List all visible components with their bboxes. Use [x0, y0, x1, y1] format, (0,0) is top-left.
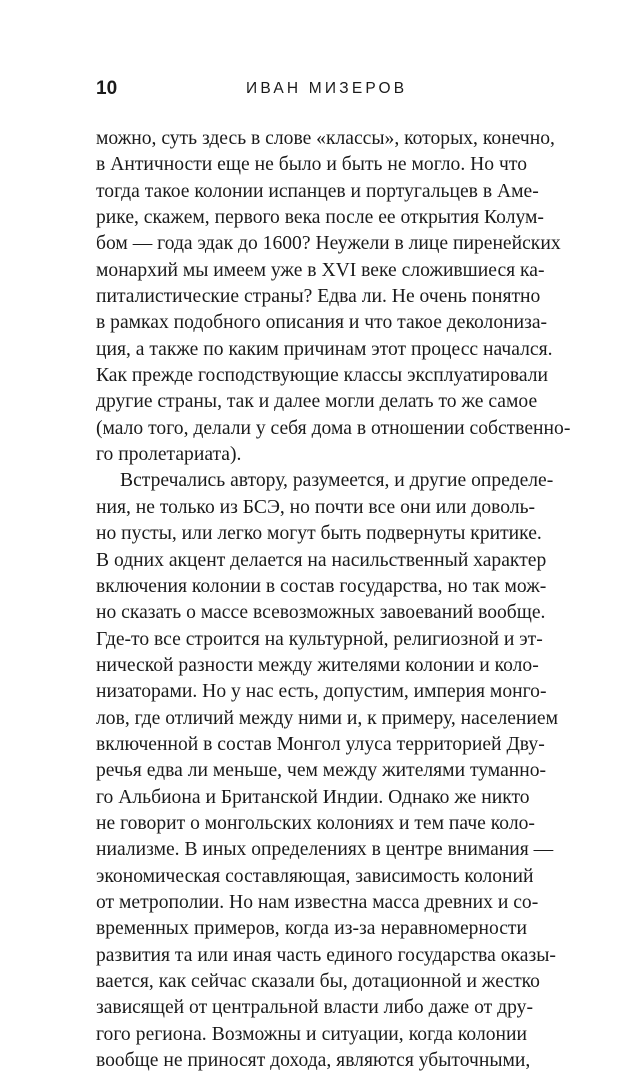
- text-line: В одних акцент делается на насильственный характер: [96, 549, 547, 571]
- text-line: лов, где отличий между ними и, к примеру, населением: [96, 707, 558, 729]
- text-line: зависящей от центральной власти либо даже от дру-: [96, 997, 533, 1019]
- text-line: включенной в состав Монгол улуса территорией Дву-: [96, 733, 545, 755]
- text-line: го пролетариата).: [96, 444, 242, 466]
- running-head-author: ИВАН МИЗЕРОВ: [246, 80, 408, 97]
- text-line: но сказать о массе всевозможных завоеваний вообще.: [96, 602, 546, 624]
- text-line: ция, а также по каким причинам этот процесс начался.: [96, 338, 553, 360]
- text-line: ниализме. В иных определениях в центре внимания —: [96, 839, 554, 861]
- text-line: включения колонии в состав государства, но так мож-: [96, 575, 547, 597]
- text-line: Встречались автору, разумеется, и другие определе-: [120, 470, 554, 492]
- text-line: но пусты, или легко могут быть подвернуты критике.: [96, 523, 542, 545]
- text-line: от метрополии. Но нам известна масса древних и со-: [96, 891, 539, 913]
- text-line: (мало того, делали у себя дома в отношении собственно-: [96, 417, 571, 439]
- text-line: Как прежде господствующие классы эксплуатировали: [96, 365, 549, 387]
- text-line: го Альбиона и Британской Индии. Однако же никто: [96, 786, 530, 808]
- body-text: [96, 126, 571, 1074]
- text-line: временных примеров, когда из-за неравномерности: [96, 918, 527, 940]
- running-head: [96, 76, 527, 104]
- text-line: вается, как сейчас сказали бы, дотационной и жестко: [96, 971, 540, 992]
- text-line: речья едва ли меньше, чем между жителями туманно-: [96, 760, 547, 782]
- text-line: ния, не только из БСЭ, но почти все они или доволь-: [96, 496, 536, 518]
- text-line: другие страны, так и далее могли делать то же самое: [96, 391, 538, 413]
- text-line: тогда такое колонии испанцев и португальцев в Аме-: [96, 180, 539, 202]
- text-line: гого региона. Возможны и ситуации, когда колонии: [96, 1023, 527, 1045]
- text-line: вообще не приносят дохода, являются убыточными,: [96, 1050, 531, 1072]
- text-line: экономическая составляющая, зависимость колоний: [96, 865, 534, 887]
- text-line: бом — года эдак до 1600? Неужели в лице пиренейских: [96, 233, 561, 255]
- page-number: 10: [96, 78, 118, 99]
- text-line: рике, скажем, первого века после ее открытия Колум-: [96, 207, 544, 229]
- paragraph: [96, 126, 571, 468]
- text-line: нической разности между жителями колонии и коло-: [96, 654, 539, 676]
- text-line: развития та или иная часть единого государства оказы-: [96, 944, 556, 966]
- text-line: питалистические страны? Едва ли. Не очень понятно: [96, 286, 541, 308]
- text-line: не говорит о монгольских колониях и тем паче коло-: [96, 812, 535, 834]
- text-line: можно, суть здесь в слове «классы», которых, конечно,: [96, 128, 555, 149]
- text-line: в Античности еще не было и быть не могло. Но что: [96, 154, 527, 176]
- paragraph: [96, 468, 558, 1074]
- text-line: Где-то все строится на культурной, религиозной и эт-: [96, 628, 543, 650]
- text-line: в рамках подобного описания и что такое деколониза-: [96, 312, 548, 334]
- text-line: монархий мы имеем уже в XVI веке сложившиеся ка-: [96, 259, 545, 281]
- text-line: низаторами. Но у нас есть, допустим, империя монго-: [96, 681, 547, 703]
